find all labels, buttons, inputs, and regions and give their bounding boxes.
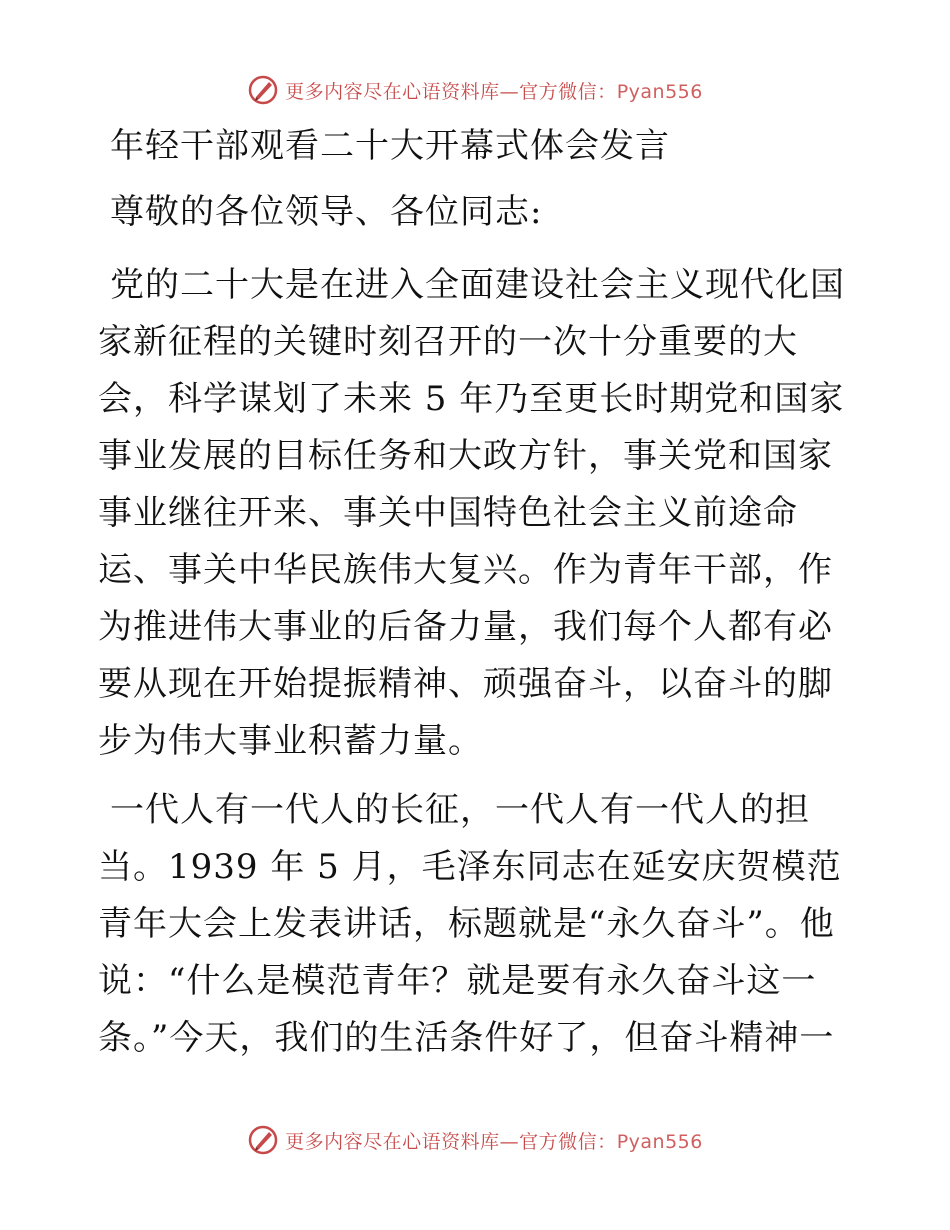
banner-text: 更多内容尽在心语资料库—官方微信：Pyan556 [285,1130,703,1153]
salutation: 尊敬的各位领导、各位同志: [110,192,543,232]
paragraph-1: 党的二十大是在进入全面建设社会主义现代化国家新征程的关键时刻召开的一次十分重要的大会，科学谋划了未来 5 年乃至更长时期党和国家事业发展的目标任务和大政方针，事关党和国家事业继往开来、事关中国特色社会主义前途命运、事关中华民族伟大复兴。作为青年干部，作为推进伟大事业的后备力量，我们每个人都有必要从现在开始提振精神、顽强奋斗，以奋斗的脚步为伟大事业积蓄力量。 [98,265,845,761]
pen-logo-icon [247,1124,279,1156]
document-body [98,118,858,1079]
pen-logo-icon [247,74,279,106]
banner-text: 更多内容尽在心语资料库—官方微信：Pyan556 [285,80,703,103]
header-watermark-banner [0,70,950,110]
paragraph-2: 一代人有一代人的长征，一代人有一代人的担当。1939 年 5 月，毛泽东同志在延安庆贺模范青年大会上发表讲话，标题就是“永久奋斗”。他说：“什么是模范青年？就是要有永久奋斗这一条。”今天，我们的生活条件好了，但奋斗精神一 [98,790,842,1058]
footer-watermark-banner [0,1120,950,1160]
page-title: 年轻干部观看二十大开幕式体会发言 [110,126,670,166]
